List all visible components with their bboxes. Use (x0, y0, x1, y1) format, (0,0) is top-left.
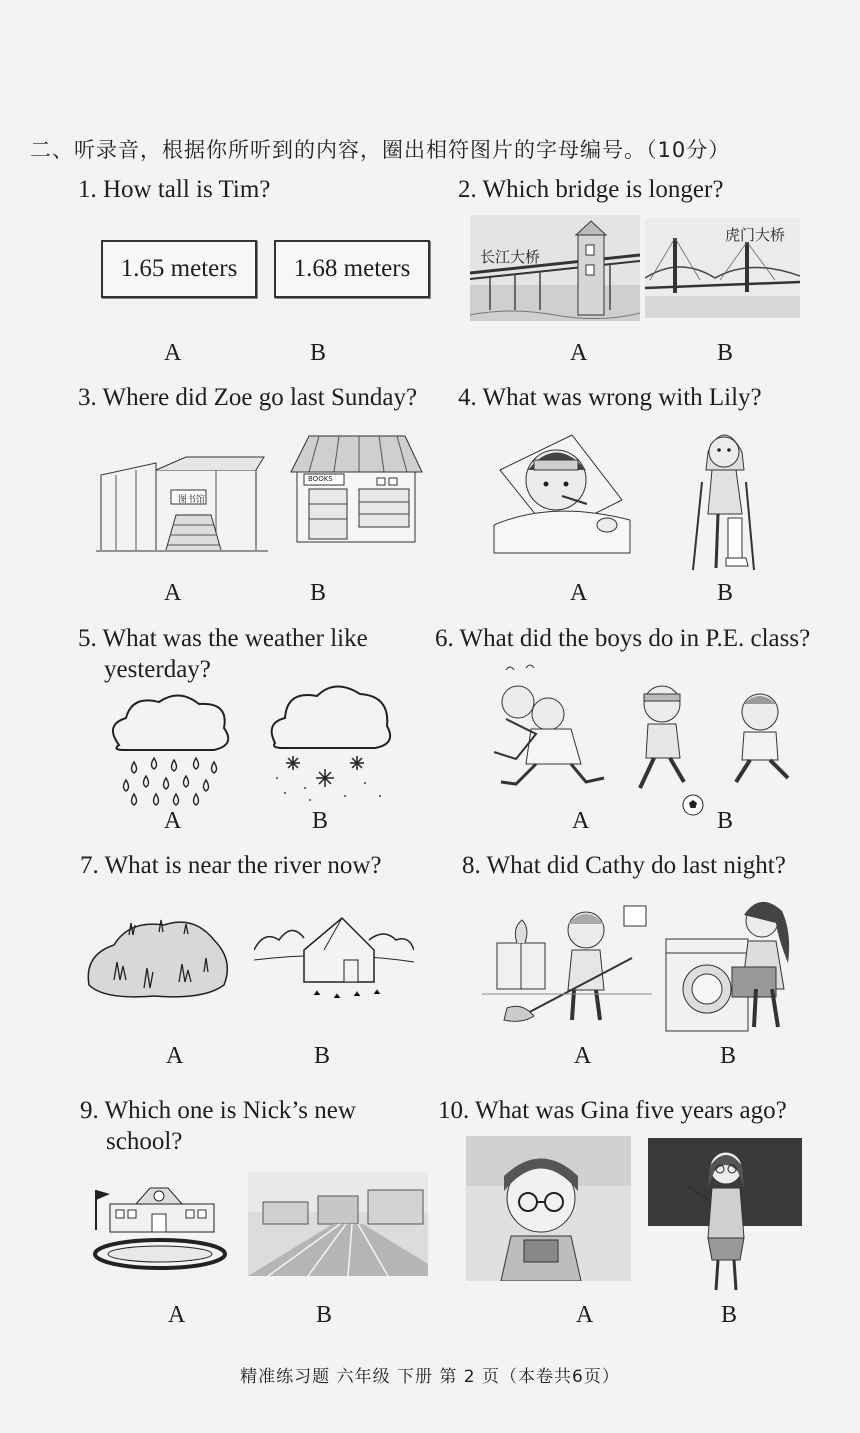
question-3: 3. Where did Zoe go last Sunday? (78, 384, 418, 411)
grass-hill-image (84, 910, 234, 1000)
option-7b-letter[interactable]: B (314, 1043, 331, 1069)
option-10b-letter[interactable]: B (721, 1302, 738, 1328)
option-6b-letter[interactable]: B (717, 808, 734, 834)
option-4b-letter[interactable]: B (717, 580, 734, 606)
library-sign: 图书馆 (178, 495, 206, 505)
option-7a-letter[interactable]: A (166, 1043, 184, 1069)
broken-leg-girl-image (688, 422, 760, 572)
option-9a-letter[interactable]: A (168, 1302, 186, 1328)
option-1b-letter[interactable]: B (310, 340, 327, 366)
question-5-line2: yesterday? (104, 656, 211, 683)
question-2: 2. Which bridge is longer? (458, 176, 724, 203)
school-a-image (88, 1178, 233, 1270)
bridge-a-label: 长江大桥 (480, 248, 541, 266)
laundry-girl-image (660, 893, 805, 1033)
option-4a-letter[interactable]: A (570, 580, 588, 606)
teacher-image (648, 1138, 802, 1293)
bookstore-sign: BOOKS (308, 475, 333, 483)
school-b-image (248, 1172, 428, 1276)
option-2b-letter[interactable]: B (717, 340, 734, 366)
piggyback-boys-image (476, 664, 608, 799)
option-2a-letter[interactable]: A (570, 340, 588, 366)
option-1b-box: 1.68 meters (274, 240, 430, 298)
bridge-b-label: 虎门大桥 (725, 226, 786, 244)
option-6a-letter[interactable]: A (572, 808, 590, 834)
running-boy-image (722, 690, 797, 790)
library-image (96, 455, 268, 555)
house-image (254, 910, 414, 1005)
option-5b-letter[interactable]: B (312, 808, 329, 834)
option-8b-letter[interactable]: B (720, 1043, 737, 1069)
option-3b-letter[interactable]: B (310, 580, 327, 606)
question-8: 8. What did Cathy do last night? (462, 852, 786, 879)
section-title: 二、听录音，根据你所听到的内容，圈出相符图片的字母编号。（10分） (30, 138, 731, 162)
question-10: 10. What was Gina five years ago? (438, 1097, 787, 1124)
question-6: 6. What did the boys do in P.E. class? (435, 625, 811, 652)
sweeping-girl-image (482, 898, 652, 1028)
option-10a-letter[interactable]: A (576, 1302, 594, 1328)
snow-cloud-image (265, 678, 395, 806)
question-7: 7. What is near the river now? (80, 852, 382, 879)
option-1a-box: 1.65 meters (101, 240, 257, 298)
football-boy-image (630, 676, 698, 796)
student-girl-image (466, 1136, 631, 1281)
question-9-line2: school? (106, 1128, 183, 1155)
option-8a-letter[interactable]: A (574, 1043, 592, 1069)
rain-cloud-image (104, 690, 234, 808)
question-1: 1. How tall is Tim? (78, 176, 271, 203)
option-5a-letter[interactable]: A (164, 808, 182, 834)
football-icon (682, 794, 704, 816)
bookstore-image (289, 434, 424, 544)
page-footer: 精准练习题 六年级 下册 第 2 页（本卷共6页） (240, 1367, 620, 1387)
bridge-a-image (470, 215, 640, 321)
option-1a-letter[interactable]: A (164, 340, 182, 366)
question-5-line1: 5. What was the weather like (78, 625, 368, 652)
question-9-line1: 9. Which one is Nick’s new (80, 1097, 356, 1124)
question-4: 4. What was wrong with Lily? (458, 384, 762, 411)
option-3a-letter[interactable]: A (164, 580, 182, 606)
option-9b-letter[interactable]: B (316, 1302, 333, 1328)
sick-girl-image (492, 430, 632, 555)
